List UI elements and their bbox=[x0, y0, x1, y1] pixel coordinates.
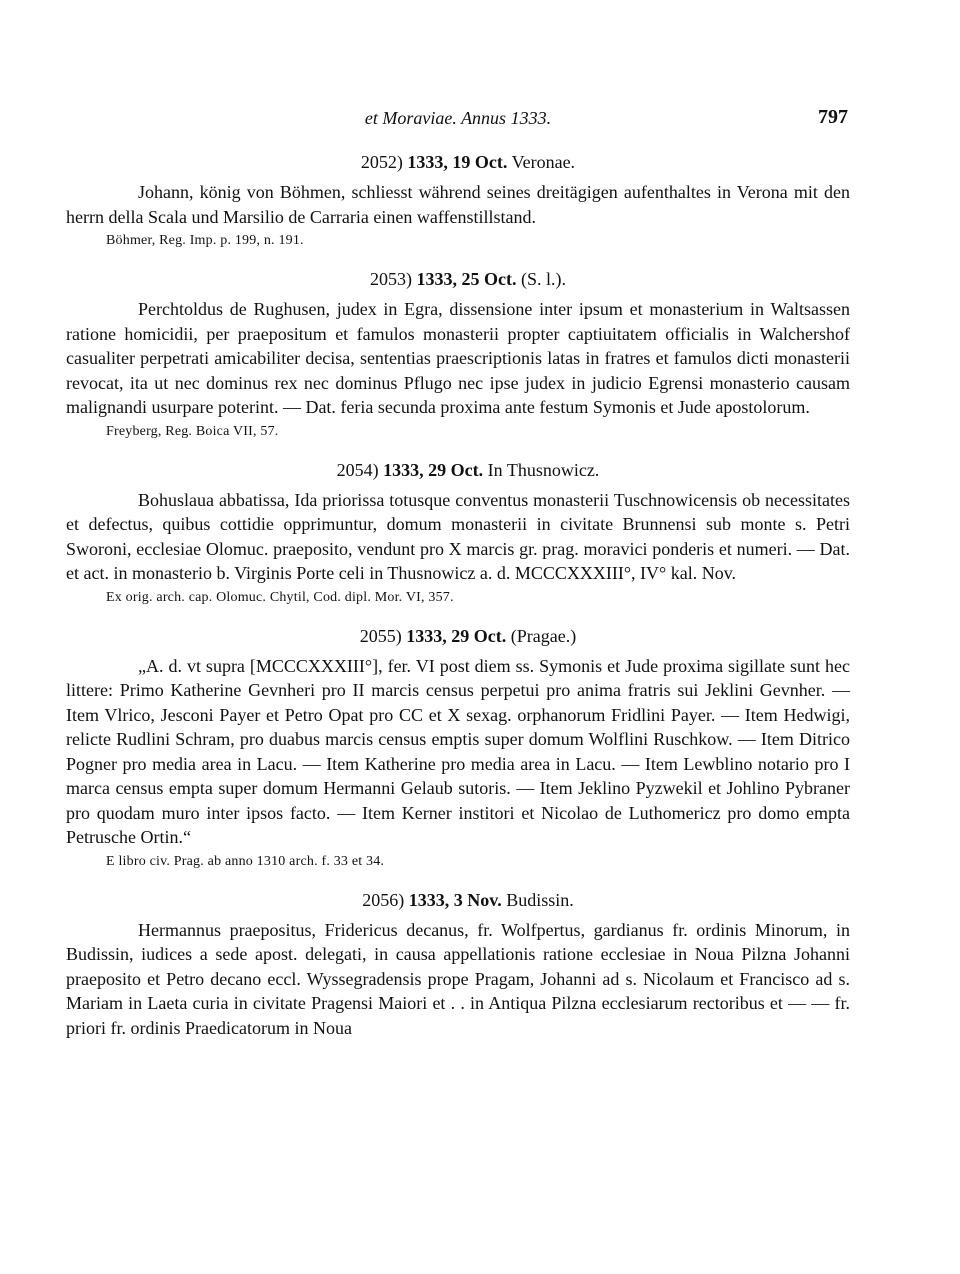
entry-text: „A. d. vt supra [MCCCXXXIII°], fer. VI post diem ss. Symonis et Jude proxima sigillate sunt hec littere: Primo Katherine Gevnheri pro II marcis census perpetui pro anima fratris sui Jeklini Gevnher. — Item Vlrico, Jesconi Payer et Petro Opat pro CC et X sexag. orphanorum Fridlini Payer. — Item Hedwigi, relicte Rudlini Schram, pro duabus marcis census emptis super domum Wolflini Ruschkow. — Item Ditrico Pogner pro media area in Lacu. — Item Katherine pro media area in Lacu. — Item Lewblino notario pro I marca census empta super domum Hermanni Gelaub sutoris. — Item Jeklino Pyzwekil et Johlino Pybraner pro quodam muro inter ipsos facto. — Item Kerner institori et Nicolao de Luthomericz pro domo empta Petrusche Ortin.“ bbox=[66, 655, 850, 847]
entry-number: 2056) bbox=[362, 889, 405, 910]
entry-source: Freyberg, Reg. Boica VII, 57. bbox=[106, 423, 279, 439]
entry-date: 1333, 25 Oct. bbox=[416, 269, 517, 289]
entry-heading bbox=[66, 458, 850, 482]
entry-place: Veronae. bbox=[511, 152, 576, 172]
entry-number: 2052) bbox=[360, 152, 403, 172]
entry-date: 1333, 3 Nov. bbox=[408, 889, 502, 910]
entry-source: Ex orig. arch. cap. Olomuc. Chytil, Cod. dipl. Mor. VI, 357. bbox=[106, 589, 454, 605]
entry-place: (S. l.). bbox=[520, 269, 566, 289]
entry-text: Hermannus praepositus, Fridericus decanus, fr. Wolfpertus, gardianus fr. ordinis Minorum, in Budissin, iudices a sede apost. delegati, in causa appellationis ratione ecclesiae in Noua Pilzna Johanni praeposito et Petro decano eccl. Wyssegradensis prope Pragam, Johanni ad s. Nicolaum et Francisco ad s. Mariam in Laeta curia in civitate Pragensi Maiori et . . in Antiqua Pilzna ecclesiarum rectoribus et — — fr. priori fr. ordinis Praedicatorum in Noua bbox=[66, 919, 850, 1038]
entry-place: (Pragae.) bbox=[510, 625, 577, 646]
entry-source: Böhmer, Reg. Imp. p. 199, n. 191. bbox=[106, 233, 304, 248]
entry-source: E libro civ. Prag. ab anno 1310 arch. f. 33 et 34. bbox=[106, 853, 385, 869]
entry-2054 bbox=[66, 458, 850, 608]
entry-2052 bbox=[66, 150, 850, 251]
entry-date: 1333, 29 Oct. bbox=[406, 625, 507, 646]
entry-place: Budissin. bbox=[506, 889, 574, 910]
entry-heading bbox=[66, 624, 850, 648]
entry-text: Bohuslaua abbatissa, Ida priorissa totusque conventus monasterii Tuschnowicensis ob necessitates et defectus, quibus cottidie opprimuntur, domum monasterii in civitate Brunnensi sub monte s. Petri Sworoni, ecclesiae Olomuc. praeposito, vendunt pro X marcis gr. prag. moravici ponderis et numeri. — Dat. et act. in monasterio b. Virginis Porte celi in Thusnowicz a. d. MCCCXXXIII°, IV° kal. Nov. bbox=[66, 489, 850, 583]
entry-number: 2053) bbox=[370, 269, 412, 289]
entry-heading bbox=[66, 888, 850, 912]
entry-date: 1333, 29 Oct. bbox=[383, 459, 484, 480]
entry-text: Perchtoldus de Rughusen, judex in Egra, dissensione inter ipsum et monasterium in Waltsassen ratione homicidii, per praepositum et famulos monasterii propter captiuitatem officialis in Walchershof casualiter perpetrati amicabiliter decisa, sententias praescriptionis latas in fratres et famulos dicti monasterii revocat, ita ut nec dominus rex nec dominus Pflugo nec ipse judex in judicio Egrensi monasterio causam malignandi usurpare poterint. — Dat. feria secunda proxima ante festum Symonis et Jude apostolorum. bbox=[66, 299, 850, 417]
entry-heading bbox=[66, 150, 850, 174]
entry-text: Johann, könig von Böhmen, schliesst während seines dreitägigen aufenthaltes in Verona mit den herrn della Scala und Marsilio de Carraria einen waffenstillstand. bbox=[66, 182, 850, 227]
entry-date: 1333, 19 Oct. bbox=[407, 152, 508, 172]
entry-2053 bbox=[66, 267, 850, 442]
entry-number: 2054) bbox=[336, 459, 379, 480]
running-header bbox=[66, 104, 850, 134]
entry-2056 bbox=[66, 888, 850, 1041]
entry-number: 2055) bbox=[359, 625, 402, 646]
document-page bbox=[66, 104, 850, 1040]
page-number: 797 bbox=[818, 106, 848, 128]
entry-heading bbox=[66, 267, 850, 291]
entry-place: In Thusnowicz. bbox=[487, 459, 600, 480]
entry-2055 bbox=[66, 624, 850, 872]
running-title: et Moraviae. Annus 1333. bbox=[364, 108, 552, 128]
